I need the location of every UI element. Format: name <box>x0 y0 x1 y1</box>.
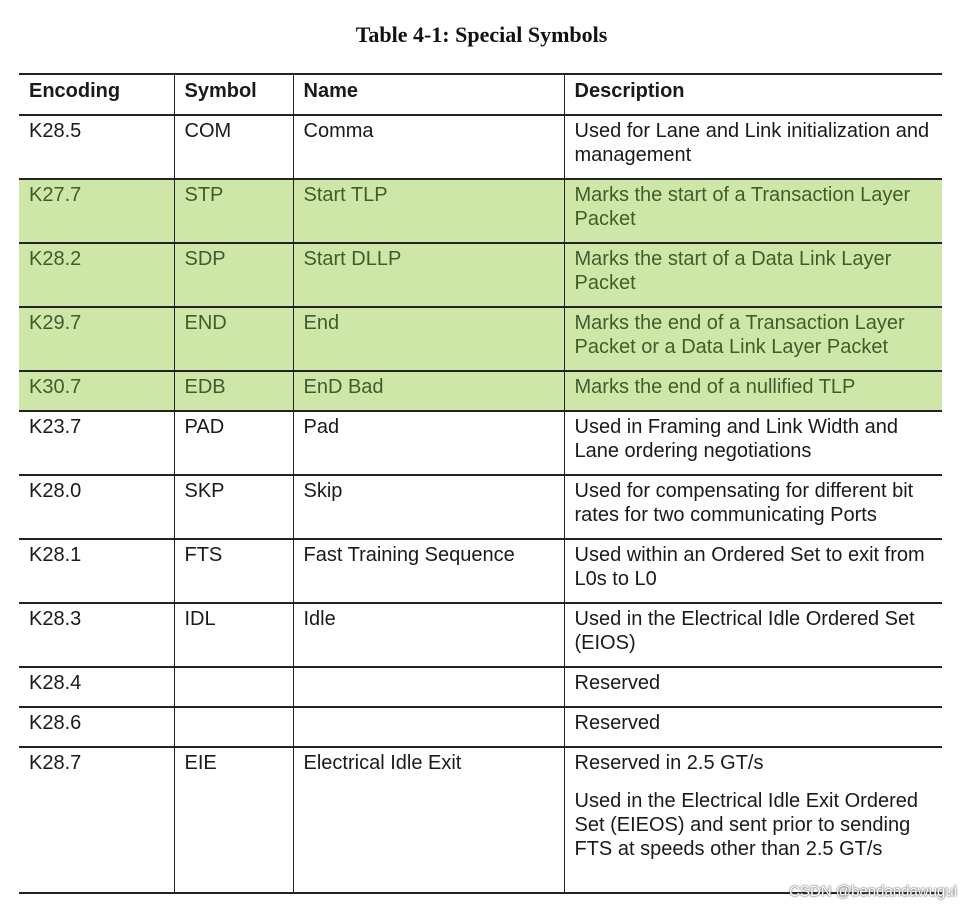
table-row <box>19 539 942 603</box>
cell-name: End <box>293 307 564 371</box>
cell-description: Marks the start of a Data Link Layer Packet <box>564 243 942 307</box>
table-row <box>19 411 942 475</box>
cell-symbol <box>174 707 293 747</box>
cell-symbol: SKP <box>174 475 293 539</box>
table-row <box>19 667 942 707</box>
cell-encoding: K28.1 <box>19 539 174 603</box>
column-header-name: Name <box>293 74 564 115</box>
special-symbols-table <box>19 73 942 894</box>
cell-description: Used within an Ordered Set to exit from L0s to L0 <box>564 539 942 603</box>
cell-symbol: STP <box>174 179 293 243</box>
cell-name: Idle <box>293 603 564 667</box>
cell-name: Electrical Idle Exit <box>293 747 564 893</box>
cell-symbol: SDP <box>174 243 293 307</box>
cell-name: Pad <box>293 411 564 475</box>
cell-name: Skip <box>293 475 564 539</box>
cell-encoding: K28.4 <box>19 667 174 707</box>
cell-name: EnD Bad <box>293 371 564 411</box>
table-row <box>19 747 942 893</box>
cell-description: Used in the Electrical Idle Ordered Set (EIOS) <box>564 603 942 667</box>
table-row <box>19 307 942 371</box>
cell-symbol: IDL <box>174 603 293 667</box>
table-row <box>19 371 942 411</box>
cell-name: Fast Training Sequence <box>293 539 564 603</box>
cell-description <box>564 747 942 893</box>
table-title: Table 4-1: Special Symbols <box>355 22 608 47</box>
cell-name: Comma <box>293 115 564 179</box>
table-row <box>19 179 942 243</box>
cell-encoding: K28.3 <box>19 603 174 667</box>
cell-description: Marks the end of a Transaction Layer Packet or a Data Link Layer Packet <box>564 307 942 371</box>
cell-symbol: PAD <box>174 411 293 475</box>
cell-name: Start DLLP <box>293 243 564 307</box>
cell-description: Used for compensating for different bit rates for two communicating Ports <box>564 475 942 539</box>
cell-description: Used for Lane and Link initialization and management <box>564 115 942 179</box>
table-row <box>19 475 942 539</box>
cell-encoding: K29.7 <box>19 307 174 371</box>
cell-symbol: EDB <box>174 371 293 411</box>
cell-description: Reserved <box>564 707 942 747</box>
cell-encoding: K28.6 <box>19 707 174 747</box>
cell-symbol: FTS <box>174 539 293 603</box>
cell-encoding: K28.0 <box>19 475 174 539</box>
table-row <box>19 243 942 307</box>
watermark: CSDN @bendandawugui <box>789 883 957 900</box>
cell-encoding: K28.7 <box>19 747 174 893</box>
table-row <box>19 115 942 179</box>
cell-encoding: K23.7 <box>19 411 174 475</box>
column-header-description: Description <box>564 74 942 115</box>
cell-encoding: K28.5 <box>19 115 174 179</box>
cell-symbol: END <box>174 307 293 371</box>
column-header-symbol: Symbol <box>174 74 293 115</box>
cell-name: Start TLP <box>293 179 564 243</box>
cell-encoding: K30.7 <box>19 371 174 411</box>
cell-encoding: K27.7 <box>19 179 174 243</box>
column-header-encoding: Encoding <box>19 74 174 115</box>
cell-name <box>293 707 564 747</box>
cell-symbol: EIE <box>174 747 293 893</box>
cell-symbol: COM <box>174 115 293 179</box>
description-line-extra: Used in the Electrical Idle Exit Ordered Set (EIEOS) and sent prior to sending FTS at speeds other than 2.5 GT/s <box>574 790 918 860</box>
cell-description: Marks the start of a Transaction Layer Packet <box>564 179 942 243</box>
cell-symbol <box>174 667 293 707</box>
cell-description: Reserved <box>564 667 942 707</box>
table-row <box>19 707 942 747</box>
cell-description: Used in Framing and Link Width and Lane ordering negotiations <box>564 411 942 475</box>
cell-name <box>293 667 564 707</box>
description-line-primary: Reserved in 2.5 GT/s <box>574 752 764 774</box>
table-row <box>19 603 942 667</box>
table-header-row <box>19 74 942 115</box>
cell-description: Marks the end of a nullified TLP <box>564 371 942 411</box>
cell-encoding: K28.2 <box>19 243 174 307</box>
